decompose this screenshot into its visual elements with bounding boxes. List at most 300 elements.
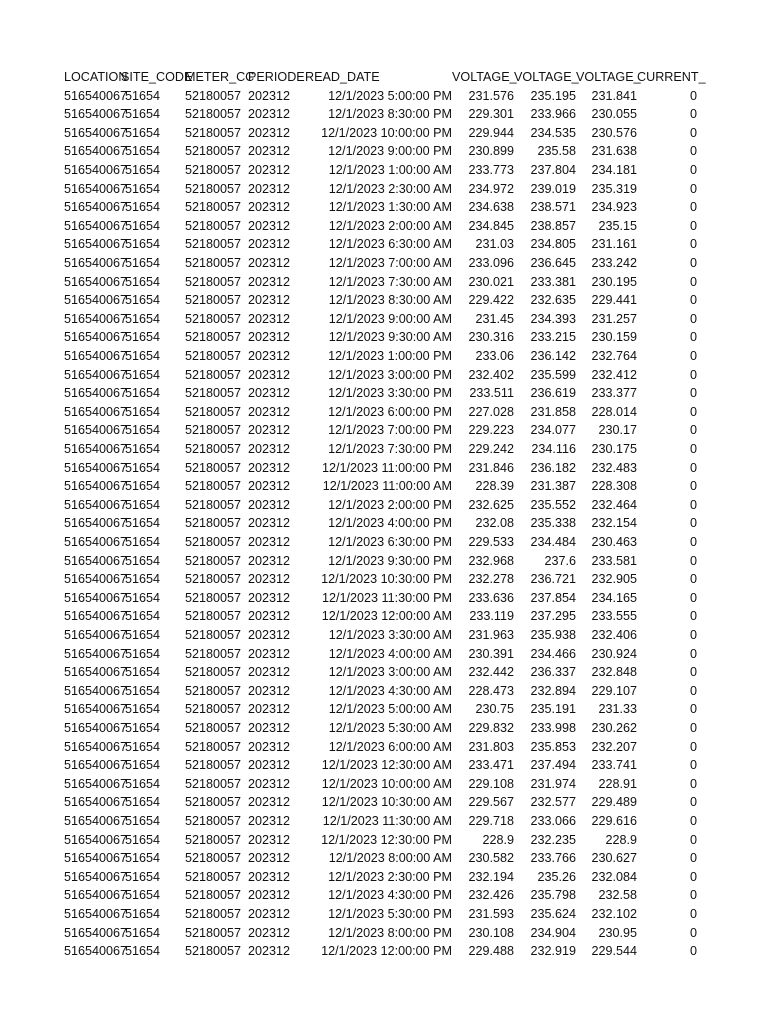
site-code-cell[interactable]: 51654 bbox=[125, 218, 161, 233]
current-cell[interactable]: 0 bbox=[689, 683, 697, 698]
voltage-2-cell[interactable]: 234.535 bbox=[530, 125, 576, 140]
read-date-cell[interactable]: 12/1/2023 1:30:00 AM bbox=[328, 200, 452, 215]
read-date-cell[interactable]: 12/1/2023 10:30:00 PM bbox=[321, 572, 452, 587]
voltage-2-cell[interactable]: 236.337 bbox=[530, 665, 576, 680]
read-date-cell[interactable]: 12/1/2023 10:30:00 AM bbox=[321, 795, 452, 810]
periode-cell[interactable]: 202312 bbox=[247, 832, 290, 847]
read-date-cell[interactable]: 12/1/2023 1:00:00 PM bbox=[328, 348, 452, 363]
voltage-2-cell[interactable]: 236.645 bbox=[530, 255, 576, 270]
current-cell[interactable]: 0 bbox=[689, 609, 697, 624]
site-code-cell[interactable]: 51654 bbox=[125, 162, 161, 177]
location-cell[interactable]: 516540067 bbox=[64, 497, 128, 512]
voltage-2-cell[interactable]: 237.854 bbox=[530, 590, 576, 605]
current-cell[interactable]: 0 bbox=[689, 646, 697, 661]
meter-cell[interactable]: 52180057 bbox=[185, 218, 242, 233]
header-periode[interactable]: PERIODE bbox=[248, 70, 305, 84]
location-cell[interactable]: 516540067 bbox=[64, 200, 128, 215]
header-voltage-2[interactable]: VOLTAGE_ bbox=[514, 70, 579, 84]
periode-cell[interactable]: 202312 bbox=[247, 497, 290, 512]
voltage-1-cell[interactable]: 231.803 bbox=[468, 739, 514, 754]
site-code-cell[interactable]: 51654 bbox=[125, 423, 161, 438]
voltage-2-cell[interactable]: 238.571 bbox=[530, 200, 576, 215]
voltage-2-cell[interactable]: 238.857 bbox=[530, 218, 576, 233]
voltage-1-cell[interactable]: 230.391 bbox=[468, 646, 514, 661]
voltage-1-cell[interactable]: 229.422 bbox=[468, 293, 514, 308]
periode-cell[interactable]: 202312 bbox=[247, 255, 290, 270]
read-date-cell[interactable]: 12/1/2023 10:00:00 AM bbox=[321, 776, 452, 791]
site-code-cell[interactable]: 51654 bbox=[125, 590, 161, 605]
periode-cell[interactable]: 202312 bbox=[247, 274, 290, 289]
voltage-3-cell[interactable]: 233.242 bbox=[591, 255, 637, 270]
meter-cell[interactable]: 52180057 bbox=[185, 851, 242, 866]
voltage-3-cell[interactable]: 230.576 bbox=[591, 125, 637, 140]
voltage-2-cell[interactable]: 231.858 bbox=[530, 404, 576, 419]
location-cell[interactable]: 516540067 bbox=[64, 888, 128, 903]
voltage-3-cell[interactable]: 228.9 bbox=[605, 832, 637, 847]
voltage-1-cell[interactable]: 231.576 bbox=[468, 88, 514, 103]
periode-cell[interactable]: 202312 bbox=[247, 665, 290, 680]
header-site-code[interactable]: SITE_CODE bbox=[121, 70, 193, 84]
voltage-3-cell[interactable]: 230.463 bbox=[591, 534, 637, 549]
read-date-cell[interactable]: 12/1/2023 7:00:00 PM bbox=[328, 423, 452, 438]
periode-cell[interactable]: 202312 bbox=[247, 739, 290, 754]
current-cell[interactable]: 0 bbox=[689, 162, 697, 177]
site-code-cell[interactable]: 51654 bbox=[125, 311, 161, 326]
site-code-cell[interactable]: 51654 bbox=[125, 832, 161, 847]
location-cell[interactable]: 516540067 bbox=[64, 609, 128, 624]
periode-cell[interactable]: 202312 bbox=[247, 367, 290, 382]
location-cell[interactable]: 516540067 bbox=[64, 720, 128, 735]
location-cell[interactable]: 516540067 bbox=[64, 646, 128, 661]
meter-cell[interactable]: 52180057 bbox=[185, 367, 242, 382]
periode-cell[interactable]: 202312 bbox=[247, 813, 290, 828]
read-date-cell[interactable]: 12/1/2023 3:30:00 PM bbox=[328, 386, 452, 401]
voltage-1-cell[interactable]: 232.194 bbox=[468, 869, 514, 884]
periode-cell[interactable]: 202312 bbox=[247, 348, 290, 363]
meter-cell[interactable]: 52180057 bbox=[185, 386, 242, 401]
current-cell[interactable]: 0 bbox=[689, 869, 697, 884]
periode-cell[interactable]: 202312 bbox=[247, 572, 290, 587]
voltage-2-cell[interactable]: 235.599 bbox=[530, 367, 576, 382]
periode-cell[interactable]: 202312 bbox=[247, 516, 290, 531]
read-date-cell[interactable]: 12/1/2023 12:00:00 AM bbox=[321, 609, 452, 624]
current-cell[interactable]: 0 bbox=[689, 906, 697, 921]
current-cell[interactable]: 0 bbox=[689, 441, 697, 456]
periode-cell[interactable]: 202312 bbox=[247, 181, 290, 196]
voltage-2-cell[interactable]: 233.966 bbox=[530, 107, 576, 122]
voltage-1-cell[interactable]: 234.638 bbox=[468, 200, 514, 215]
read-date-cell[interactable]: 12/1/2023 12:30:00 PM bbox=[321, 832, 452, 847]
voltage-2-cell[interactable]: 237.6 bbox=[544, 553, 576, 568]
site-code-cell[interactable]: 51654 bbox=[125, 367, 161, 382]
voltage-3-cell[interactable]: 235.15 bbox=[598, 218, 637, 233]
location-cell[interactable]: 516540067 bbox=[64, 144, 128, 159]
current-cell[interactable]: 0 bbox=[689, 255, 697, 270]
current-cell[interactable]: 0 bbox=[689, 497, 697, 512]
site-code-cell[interactable]: 51654 bbox=[125, 739, 161, 754]
voltage-3-cell[interactable]: 234.181 bbox=[591, 162, 637, 177]
voltage-2-cell[interactable]: 236.142 bbox=[530, 348, 576, 363]
location-cell[interactable]: 516540067 bbox=[64, 181, 128, 196]
read-date-cell[interactable]: 12/1/2023 3:00:00 PM bbox=[328, 367, 452, 382]
voltage-3-cell[interactable]: 234.923 bbox=[591, 200, 637, 215]
voltage-3-cell[interactable]: 233.555 bbox=[591, 609, 637, 624]
site-code-cell[interactable]: 51654 bbox=[125, 906, 161, 921]
location-cell[interactable]: 516540067 bbox=[64, 107, 128, 122]
current-cell[interactable]: 0 bbox=[689, 832, 697, 847]
current-cell[interactable]: 0 bbox=[689, 479, 697, 494]
voltage-1-cell[interactable]: 232.968 bbox=[468, 553, 514, 568]
meter-cell[interactable]: 52180057 bbox=[185, 534, 242, 549]
location-cell[interactable]: 516540067 bbox=[64, 590, 128, 605]
voltage-1-cell[interactable]: 233.773 bbox=[468, 162, 514, 177]
read-date-cell[interactable]: 12/1/2023 8:00:00 PM bbox=[328, 925, 452, 940]
read-date-cell[interactable]: 12/1/2023 11:00:00 PM bbox=[321, 460, 452, 475]
meter-cell[interactable]: 52180057 bbox=[185, 479, 242, 494]
periode-cell[interactable]: 202312 bbox=[247, 795, 290, 810]
site-code-cell[interactable]: 51654 bbox=[125, 572, 161, 587]
periode-cell[interactable]: 202312 bbox=[247, 330, 290, 345]
voltage-3-cell[interactable]: 228.014 bbox=[591, 404, 637, 419]
meter-cell[interactable]: 52180057 bbox=[185, 627, 242, 642]
voltage-2-cell[interactable]: 236.721 bbox=[530, 572, 576, 587]
read-date-cell[interactable]: 12/1/2023 11:30:00 AM bbox=[322, 813, 452, 828]
periode-cell[interactable]: 202312 bbox=[247, 776, 290, 791]
read-date-cell[interactable]: 12/1/2023 1:00:00 AM bbox=[328, 162, 452, 177]
voltage-1-cell[interactable]: 231.03 bbox=[475, 237, 514, 252]
site-code-cell[interactable]: 51654 bbox=[125, 274, 161, 289]
voltage-2-cell[interactable]: 237.494 bbox=[530, 758, 576, 773]
current-cell[interactable]: 0 bbox=[689, 218, 697, 233]
site-code-cell[interactable]: 51654 bbox=[125, 609, 161, 624]
periode-cell[interactable]: 202312 bbox=[247, 107, 290, 122]
read-date-cell[interactable]: 12/1/2023 7:30:00 PM bbox=[328, 441, 452, 456]
meter-cell[interactable]: 52180057 bbox=[185, 125, 242, 140]
voltage-1-cell[interactable]: 228.9 bbox=[482, 832, 514, 847]
voltage-2-cell[interactable]: 232.894 bbox=[530, 683, 576, 698]
voltage-1-cell[interactable]: 232.08 bbox=[475, 516, 514, 531]
periode-cell[interactable]: 202312 bbox=[247, 125, 290, 140]
voltage-2-cell[interactable]: 233.766 bbox=[530, 851, 576, 866]
location-cell[interactable]: 516540067 bbox=[64, 330, 128, 345]
voltage-3-cell[interactable]: 233.581 bbox=[591, 553, 637, 568]
voltage-2-cell[interactable]: 233.215 bbox=[530, 330, 576, 345]
current-cell[interactable]: 0 bbox=[689, 423, 697, 438]
location-cell[interactable]: 516540067 bbox=[64, 776, 128, 791]
voltage-1-cell[interactable]: 233.06 bbox=[475, 348, 514, 363]
voltage-2-cell[interactable]: 232.235 bbox=[530, 832, 576, 847]
periode-cell[interactable]: 202312 bbox=[247, 144, 290, 159]
meter-cell[interactable]: 52180057 bbox=[185, 888, 242, 903]
meter-cell[interactable]: 52180057 bbox=[185, 516, 242, 531]
current-cell[interactable]: 0 bbox=[689, 386, 697, 401]
location-cell[interactable]: 516540067 bbox=[64, 404, 128, 419]
voltage-1-cell[interactable]: 230.75 bbox=[475, 702, 514, 717]
read-date-cell[interactable]: 12/1/2023 4:30:00 PM bbox=[328, 888, 452, 903]
site-code-cell[interactable]: 51654 bbox=[125, 107, 161, 122]
meter-cell[interactable]: 52180057 bbox=[185, 404, 242, 419]
current-cell[interactable]: 0 bbox=[689, 367, 697, 382]
voltage-3-cell[interactable]: 232.58 bbox=[598, 888, 637, 903]
voltage-3-cell[interactable]: 228.91 bbox=[598, 776, 637, 791]
site-code-cell[interactable]: 51654 bbox=[125, 925, 161, 940]
location-cell[interactable]: 516540067 bbox=[64, 386, 128, 401]
current-cell[interactable]: 0 bbox=[689, 720, 697, 735]
site-code-cell[interactable]: 51654 bbox=[125, 441, 161, 456]
voltage-3-cell[interactable]: 232.207 bbox=[591, 739, 637, 754]
location-cell[interactable]: 516540067 bbox=[64, 88, 128, 103]
current-cell[interactable]: 0 bbox=[689, 590, 697, 605]
voltage-2-cell[interactable]: 235.853 bbox=[530, 739, 576, 754]
periode-cell[interactable]: 202312 bbox=[247, 200, 290, 215]
periode-cell[interactable]: 202312 bbox=[247, 758, 290, 773]
meter-cell[interactable]: 52180057 bbox=[185, 609, 242, 624]
read-date-cell[interactable]: 12/1/2023 2:30:00 PM bbox=[328, 869, 452, 884]
voltage-1-cell[interactable]: 232.402 bbox=[468, 367, 514, 382]
site-code-cell[interactable]: 51654 bbox=[125, 795, 161, 810]
voltage-3-cell[interactable]: 233.377 bbox=[591, 386, 637, 401]
meter-cell[interactable]: 52180057 bbox=[185, 441, 242, 456]
current-cell[interactable]: 0 bbox=[689, 125, 697, 140]
voltage-1-cell[interactable]: 229.242 bbox=[468, 441, 514, 456]
location-cell[interactable]: 516540067 bbox=[64, 795, 128, 810]
meter-cell[interactable]: 52180057 bbox=[185, 590, 242, 605]
voltage-1-cell[interactable]: 230.899 bbox=[468, 144, 514, 159]
current-cell[interactable]: 0 bbox=[689, 534, 697, 549]
site-code-cell[interactable]: 51654 bbox=[125, 404, 161, 419]
location-cell[interactable]: 516540067 bbox=[64, 553, 128, 568]
periode-cell[interactable]: 202312 bbox=[247, 851, 290, 866]
voltage-3-cell[interactable]: 230.159 bbox=[591, 330, 637, 345]
periode-cell[interactable]: 202312 bbox=[247, 869, 290, 884]
voltage-1-cell[interactable]: 234.845 bbox=[468, 218, 514, 233]
read-date-cell[interactable]: 12/1/2023 6:00:00 AM bbox=[328, 739, 452, 754]
read-date-cell[interactable]: 12/1/2023 5:00:00 AM bbox=[328, 702, 452, 717]
voltage-1-cell[interactable]: 229.488 bbox=[468, 944, 514, 959]
voltage-2-cell[interactable]: 235.26 bbox=[537, 869, 576, 884]
meter-cell[interactable]: 52180057 bbox=[185, 274, 242, 289]
read-date-cell[interactable]: 12/1/2023 9:30:00 PM bbox=[328, 553, 452, 568]
meter-cell[interactable]: 52180057 bbox=[185, 758, 242, 773]
current-cell[interactable]: 0 bbox=[689, 516, 697, 531]
site-code-cell[interactable]: 51654 bbox=[125, 330, 161, 345]
periode-cell[interactable]: 202312 bbox=[247, 423, 290, 438]
voltage-2-cell[interactable]: 235.552 bbox=[530, 497, 576, 512]
read-date-cell[interactable]: 12/1/2023 3:00:00 AM bbox=[328, 665, 452, 680]
site-code-cell[interactable]: 51654 bbox=[125, 944, 161, 959]
read-date-cell[interactable]: 12/1/2023 8:30:00 PM bbox=[328, 107, 452, 122]
location-cell[interactable]: 516540067 bbox=[64, 925, 128, 940]
read-date-cell[interactable]: 12/1/2023 7:30:00 AM bbox=[328, 274, 452, 289]
read-date-cell[interactable]: 12/1/2023 10:00:00 PM bbox=[321, 125, 452, 140]
header-read-date[interactable]: READ_DATE bbox=[305, 70, 380, 84]
site-code-cell[interactable]: 51654 bbox=[125, 125, 161, 140]
voltage-3-cell[interactable]: 229.616 bbox=[591, 813, 637, 828]
voltage-2-cell[interactable]: 235.58 bbox=[537, 144, 576, 159]
voltage-3-cell[interactable]: 229.489 bbox=[591, 795, 637, 810]
periode-cell[interactable]: 202312 bbox=[247, 906, 290, 921]
meter-cell[interactable]: 52180057 bbox=[185, 944, 242, 959]
periode-cell[interactable]: 202312 bbox=[247, 311, 290, 326]
location-cell[interactable]: 516540067 bbox=[64, 293, 128, 308]
location-cell[interactable]: 516540067 bbox=[64, 516, 128, 531]
voltage-2-cell[interactable]: 233.381 bbox=[530, 274, 576, 289]
location-cell[interactable]: 516540067 bbox=[64, 851, 128, 866]
meter-cell[interactable]: 52180057 bbox=[185, 646, 242, 661]
current-cell[interactable]: 0 bbox=[689, 739, 697, 754]
meter-cell[interactable]: 52180057 bbox=[185, 906, 242, 921]
current-cell[interactable]: 0 bbox=[689, 758, 697, 773]
voltage-3-cell[interactable]: 232.154 bbox=[591, 516, 637, 531]
location-cell[interactable]: 516540067 bbox=[64, 665, 128, 680]
voltage-3-cell[interactable]: 230.17 bbox=[598, 423, 637, 438]
meter-cell[interactable]: 52180057 bbox=[185, 869, 242, 884]
voltage-1-cell[interactable]: 232.278 bbox=[468, 572, 514, 587]
current-cell[interactable]: 0 bbox=[689, 925, 697, 940]
read-date-cell[interactable]: 12/1/2023 12:30:00 AM bbox=[321, 758, 452, 773]
voltage-1-cell[interactable]: 231.963 bbox=[468, 627, 514, 642]
location-cell[interactable]: 516540067 bbox=[64, 758, 128, 773]
voltage-2-cell[interactable]: 235.191 bbox=[530, 702, 576, 717]
location-cell[interactable]: 516540067 bbox=[64, 255, 128, 270]
periode-cell[interactable]: 202312 bbox=[247, 925, 290, 940]
read-date-cell[interactable]: 12/1/2023 9:00:00 AM bbox=[328, 311, 452, 326]
periode-cell[interactable]: 202312 bbox=[247, 404, 290, 419]
location-cell[interactable]: 516540067 bbox=[64, 162, 128, 177]
voltage-3-cell[interactable]: 235.319 bbox=[591, 181, 637, 196]
location-cell[interactable]: 516540067 bbox=[64, 739, 128, 754]
voltage-2-cell[interactable]: 237.804 bbox=[530, 162, 576, 177]
meter-cell[interactable]: 52180057 bbox=[185, 293, 242, 308]
periode-cell[interactable]: 202312 bbox=[247, 293, 290, 308]
periode-cell[interactable]: 202312 bbox=[247, 218, 290, 233]
voltage-1-cell[interactable]: 230.316 bbox=[468, 330, 514, 345]
periode-cell[interactable]: 202312 bbox=[247, 683, 290, 698]
read-date-cell[interactable]: 12/1/2023 6:30:00 AM bbox=[328, 237, 452, 252]
current-cell[interactable]: 0 bbox=[689, 795, 697, 810]
voltage-3-cell[interactable]: 231.841 bbox=[591, 88, 637, 103]
site-code-cell[interactable]: 51654 bbox=[125, 813, 161, 828]
location-cell[interactable]: 516540067 bbox=[64, 367, 128, 382]
site-code-cell[interactable]: 51654 bbox=[125, 255, 161, 270]
site-code-cell[interactable]: 51654 bbox=[125, 851, 161, 866]
periode-cell[interactable]: 202312 bbox=[247, 944, 290, 959]
voltage-2-cell[interactable]: 235.338 bbox=[530, 516, 576, 531]
voltage-3-cell[interactable]: 229.441 bbox=[591, 293, 637, 308]
meter-cell[interactable]: 52180057 bbox=[185, 553, 242, 568]
site-code-cell[interactable]: 51654 bbox=[125, 683, 161, 698]
location-cell[interactable]: 516540067 bbox=[64, 944, 128, 959]
voltage-3-cell[interactable]: 232.848 bbox=[591, 665, 637, 680]
location-cell[interactable]: 516540067 bbox=[64, 906, 128, 921]
meter-cell[interactable]: 52180057 bbox=[185, 795, 242, 810]
current-cell[interactable]: 0 bbox=[689, 348, 697, 363]
location-cell[interactable]: 516540067 bbox=[64, 441, 128, 456]
read-date-cell[interactable]: 12/1/2023 6:30:00 PM bbox=[328, 534, 452, 549]
periode-cell[interactable]: 202312 bbox=[247, 553, 290, 568]
voltage-3-cell[interactable]: 230.175 bbox=[591, 441, 637, 456]
meter-cell[interactable]: 52180057 bbox=[185, 925, 242, 940]
voltage-1-cell[interactable]: 227.028 bbox=[468, 404, 514, 419]
site-code-cell[interactable]: 51654 bbox=[125, 516, 161, 531]
read-date-cell[interactable]: 12/1/2023 3:30:00 AM bbox=[328, 627, 452, 642]
voltage-3-cell[interactable]: 232.412 bbox=[591, 367, 637, 382]
voltage-1-cell[interactable]: 229.108 bbox=[468, 776, 514, 791]
location-cell[interactable]: 516540067 bbox=[64, 348, 128, 363]
voltage-1-cell[interactable]: 231.45 bbox=[475, 311, 514, 326]
voltage-3-cell[interactable]: 232.084 bbox=[591, 869, 637, 884]
voltage-1-cell[interactable]: 228.473 bbox=[468, 683, 514, 698]
current-cell[interactable]: 0 bbox=[689, 460, 697, 475]
periode-cell[interactable]: 202312 bbox=[247, 441, 290, 456]
voltage-1-cell[interactable]: 229.223 bbox=[468, 423, 514, 438]
periode-cell[interactable]: 202312 bbox=[247, 627, 290, 642]
read-date-cell[interactable]: 12/1/2023 6:00:00 PM bbox=[328, 404, 452, 419]
voltage-3-cell[interactable]: 232.102 bbox=[591, 906, 637, 921]
location-cell[interactable]: 516540067 bbox=[64, 479, 128, 494]
location-cell[interactable]: 516540067 bbox=[64, 813, 128, 828]
voltage-2-cell[interactable]: 234.393 bbox=[530, 311, 576, 326]
read-date-cell[interactable]: 12/1/2023 8:30:00 AM bbox=[328, 293, 452, 308]
meter-cell[interactable]: 52180057 bbox=[185, 311, 242, 326]
voltage-2-cell[interactable]: 236.182 bbox=[530, 460, 576, 475]
read-date-cell[interactable]: 12/1/2023 2:00:00 AM bbox=[328, 218, 452, 233]
voltage-1-cell[interactable]: 231.846 bbox=[468, 460, 514, 475]
voltage-1-cell[interactable]: 229.832 bbox=[468, 720, 514, 735]
voltage-3-cell[interactable]: 231.257 bbox=[591, 311, 637, 326]
periode-cell[interactable]: 202312 bbox=[247, 534, 290, 549]
voltage-3-cell[interactable]: 230.262 bbox=[591, 720, 637, 735]
current-cell[interactable]: 0 bbox=[689, 311, 697, 326]
read-date-cell[interactable]: 12/1/2023 4:00:00 PM bbox=[328, 516, 452, 531]
voltage-1-cell[interactable]: 229.567 bbox=[468, 795, 514, 810]
voltage-3-cell[interactable]: 232.764 bbox=[591, 348, 637, 363]
voltage-2-cell[interactable]: 232.635 bbox=[530, 293, 576, 308]
voltage-3-cell[interactable]: 230.627 bbox=[591, 851, 637, 866]
meter-cell[interactable]: 52180057 bbox=[185, 665, 242, 680]
location-cell[interactable]: 516540067 bbox=[64, 237, 128, 252]
location-cell[interactable]: 516540067 bbox=[64, 218, 128, 233]
voltage-2-cell[interactable]: 234.904 bbox=[530, 925, 576, 940]
location-cell[interactable]: 516540067 bbox=[64, 423, 128, 438]
periode-cell[interactable]: 202312 bbox=[247, 386, 290, 401]
site-code-cell[interactable]: 51654 bbox=[125, 460, 161, 475]
current-cell[interactable]: 0 bbox=[689, 702, 697, 717]
read-date-cell[interactable]: 12/1/2023 9:00:00 PM bbox=[328, 144, 452, 159]
voltage-2-cell[interactable]: 234.116 bbox=[531, 441, 576, 456]
current-cell[interactable]: 0 bbox=[689, 144, 697, 159]
current-cell[interactable]: 0 bbox=[689, 237, 697, 252]
header-location[interactable]: LOCATION bbox=[64, 70, 128, 84]
read-date-cell[interactable]: 12/1/2023 11:30:00 PM bbox=[321, 590, 452, 605]
meter-cell[interactable]: 52180057 bbox=[185, 423, 242, 438]
current-cell[interactable]: 0 bbox=[689, 851, 697, 866]
current-cell[interactable]: 0 bbox=[689, 888, 697, 903]
read-date-cell[interactable]: 12/1/2023 5:00:00 PM bbox=[328, 88, 452, 103]
site-code-cell[interactable]: 51654 bbox=[125, 702, 161, 717]
voltage-2-cell[interactable]: 237.295 bbox=[530, 609, 576, 624]
periode-cell[interactable]: 202312 bbox=[247, 702, 290, 717]
meter-cell[interactable]: 52180057 bbox=[185, 107, 242, 122]
site-code-cell[interactable]: 51654 bbox=[125, 144, 161, 159]
voltage-2-cell[interactable]: 234.466 bbox=[530, 646, 576, 661]
current-cell[interactable]: 0 bbox=[689, 813, 697, 828]
voltage-3-cell[interactable]: 230.055 bbox=[591, 107, 637, 122]
voltage-1-cell[interactable]: 229.301 bbox=[468, 107, 514, 122]
site-code-cell[interactable]: 51654 bbox=[125, 888, 161, 903]
periode-cell[interactable]: 202312 bbox=[247, 460, 290, 475]
voltage-1-cell[interactable]: 233.471 bbox=[468, 758, 514, 773]
